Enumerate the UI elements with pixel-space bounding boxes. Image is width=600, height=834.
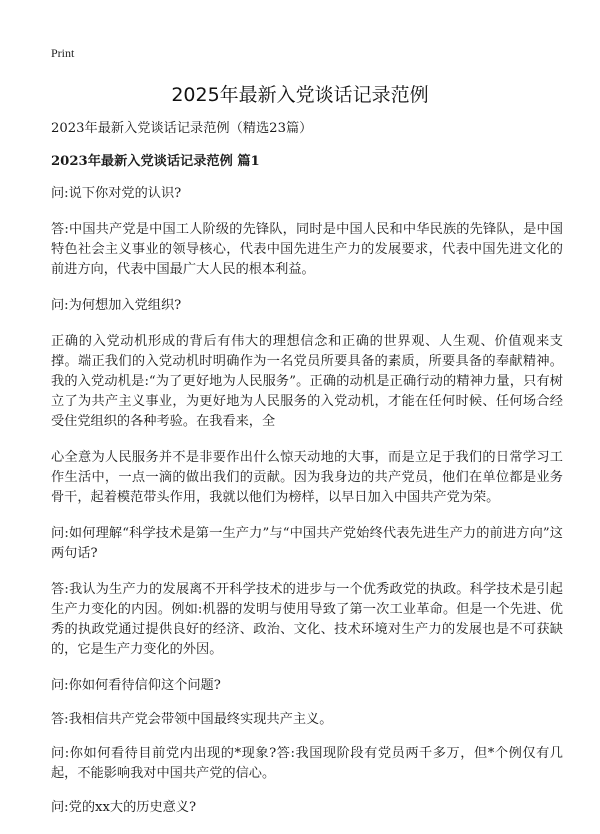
question-paragraph: 问:党的xx大的历史意义? <box>51 800 197 815</box>
section-heading: 2023年最新入党谈话记录范例 篇1 <box>51 154 260 169</box>
document-body <box>51 119 563 834</box>
question-paragraph: 问:你如何看待信仰这个问题? <box>51 678 221 693</box>
question-paragraph: 问:如何理解“科学技术是第一生产力”与“中国共产党始终代表先进生产力的前进方向”这两句话? <box>51 526 563 561</box>
question-paragraph: 问:说下你对党的认识? <box>51 186 182 201</box>
answer-paragraph: 答:我相信共产党会带领中国最终实现共产主义。 <box>51 712 333 727</box>
document-subtitle: 2023年最新入党谈话记录范例（精选23篇） <box>51 121 313 136</box>
print-label: Print <box>51 46 75 60</box>
question-answer-paragraph: 问:你如何看待目前党内出现的*现象?答:我国现阶段有党员两千多万，但*个例仅有几起，不能影响我对中国共产党的信心。 <box>51 746 563 781</box>
answer-paragraph-continued: 心全意为人民服务并不是非要作出什么惊天动地的大事，而是立足于我们的日常学习工作生活中，一点一滴的做出我们的贡献。因为我身边的共产党员，他们在单位都是业务骨干，起着模范带头作用，我就以他们为榜样，以早日加入中国共产党为荣。 <box>51 450 563 505</box>
answer-paragraph: 正确的入党动机形成的背后有伟大的理想信念和正确的世界观、人生观、价值观来支撑。端正我们的入党动机时明确作为一名党员所要具备的素质，所要具备的奉献精神。我的入党动机是:“为了更好地为人民服务”。正确的动机是正确行动的精神力量，只有树立了为共产主义事业，为更好地为人民服务的入党动机，才能在任何时候、任何场合经受住党组织的各种考验。在我看来，全 <box>51 334 563 429</box>
question-paragraph: 问:为何想加入党组织? <box>51 298 182 313</box>
answer-paragraph: 答:我认为生产力的发展离不开科学技术的进步与一个优秀政党的执政。科学技术是引起生产力变化的内因。例如:机器的发明与使用导致了第一次工业革命。但是一个先进、优秀的执政党通过提供良好的经济、政治、文化、技术环境对生产力的发展也是不可获缺的，它是生产力变化的外因。 <box>51 582 563 657</box>
answer-paragraph: 答:中国共产党是中国工人阶级的先锋队，同时是中国人民和中华民族的先锋队，是中国特色社会主义事业的领导核心，代表中国先进生产力的发展要求，代表中国先进文化的前进方向，代表中国最广大人民的根本利益。 <box>51 222 563 277</box>
document-title: 2025年最新入党谈话记录范例 <box>171 84 429 106</box>
